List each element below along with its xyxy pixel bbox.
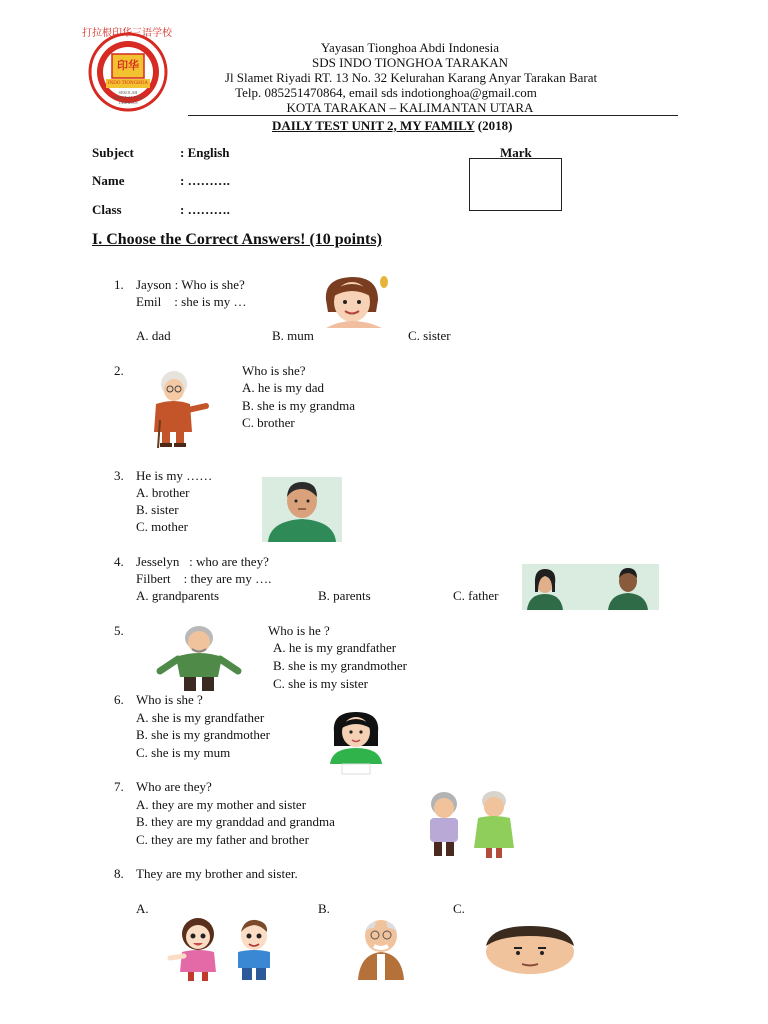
- question-line: Jayson : Who is she?: [136, 277, 245, 292]
- logo-ring-text: 打拉根印华三语学校: [82, 28, 172, 39]
- option-c[interactable]: C. she is my mum: [136, 745, 231, 760]
- question-number: 8.: [114, 866, 124, 881]
- grandpa-illustration: [152, 625, 246, 693]
- option-b[interactable]: B.: [318, 901, 330, 916]
- question-line: Jesselyn : who are they?: [136, 554, 269, 569]
- question-prompt: Who is she ?: [136, 692, 203, 707]
- option-b[interactable]: B. they are my granddad and grandma: [136, 814, 335, 829]
- question-prompt: Who are they?: [136, 779, 212, 794]
- question-number: 1.: [114, 277, 124, 292]
- logo-banner-text: INDO TIONGHOA: [107, 81, 149, 86]
- question-number: 2.: [114, 363, 124, 378]
- option-b[interactable]: B. parents: [318, 588, 371, 603]
- name-field[interactable]: : ……….: [180, 173, 230, 188]
- option-c[interactable]: C. she is my sister: [273, 676, 368, 691]
- kids-illustration[interactable]: [164, 916, 288, 982]
- option-a[interactable]: A. she is my grandfather: [136, 710, 265, 725]
- subject-label: Subject: [92, 145, 134, 160]
- option-b[interactable]: B. sister: [136, 502, 179, 517]
- question-number: 4.: [114, 554, 124, 569]
- girl-illustration: [318, 274, 390, 328]
- option-b[interactable]: B. she is my grandmother: [273, 658, 407, 673]
- logo-bottom-text: SEKOLAH NASIONAL PLUS TARAKAN: [112, 90, 144, 105]
- test-title-text: DAILY TEST UNIT 2, MY FAMILY: [272, 118, 475, 133]
- section-heading: I. Choose the Correct Answers! (10 points): [92, 231, 382, 248]
- option-a[interactable]: A. grandparents: [136, 588, 220, 603]
- header-divider: [188, 115, 678, 116]
- test-title: [272, 118, 512, 134]
- option-b[interactable]: B. mum: [272, 328, 314, 343]
- option-c[interactable]: C. brother: [242, 415, 295, 430]
- option-c[interactable]: C. sister: [408, 328, 451, 343]
- header-school-name: SDS INDO TIONGHOA TARAKAN: [311, 55, 508, 70]
- option-a[interactable]: A.: [136, 901, 149, 916]
- question-prompt: Who is she?: [242, 363, 306, 378]
- school-logo: [72, 24, 182, 112]
- header-city: KOTA TARAKAN – KALIMANTAN UTARA: [286, 100, 534, 115]
- boy-face-illustration[interactable]: [480, 922, 580, 974]
- name-label: Name: [92, 173, 125, 188]
- option-a[interactable]: A. brother: [136, 485, 190, 500]
- option-c[interactable]: C. they are my father and brother: [136, 832, 309, 847]
- question-number: 6.: [114, 692, 124, 707]
- class-field[interactable]: : ……….: [180, 202, 230, 217]
- header-contact: Telp. 085251470864, email sds indotionghoa@gmail.com: [235, 85, 537, 100]
- old-man-illustration[interactable]: [346, 918, 416, 980]
- question-number: 5.: [114, 623, 124, 638]
- header-foundation: Yayasan Tionghoa Abdi Indonesia: [320, 40, 500, 55]
- option-b[interactable]: B. she is my grandma: [242, 398, 356, 413]
- parents-illustration: [522, 564, 659, 610]
- option-c[interactable]: C.: [453, 901, 465, 916]
- option-a[interactable]: A. he is my grandfather: [273, 640, 397, 655]
- option-c[interactable]: C. mother: [136, 519, 188, 534]
- question-line: Filbert : they are my ….: [136, 571, 272, 586]
- class-label: Class: [92, 202, 122, 217]
- logo-center-text: 印华: [117, 60, 139, 72]
- question-number: 7.: [114, 779, 124, 794]
- option-b[interactable]: B. she is my grandmother: [136, 727, 270, 742]
- question-number: 3.: [114, 468, 124, 483]
- grandma-illustration: [136, 370, 212, 448]
- option-a[interactable]: A. he is my dad: [242, 380, 324, 395]
- question-prompt: He is my ……: [136, 468, 213, 483]
- subject-value: : English: [180, 145, 230, 160]
- option-c[interactable]: C. father: [453, 588, 499, 603]
- question-line: Emil : she is my …: [136, 294, 247, 309]
- mum-illustration: [320, 710, 392, 774]
- mark-label: Mark: [500, 145, 532, 160]
- test-year: (2018): [477, 118, 513, 133]
- mark-box[interactable]: [469, 158, 562, 211]
- option-a[interactable]: A. they are my mother and sister: [136, 797, 307, 812]
- header-address: Jl Slamet Riyadi RT. 13 No. 32 Kelurahan Karang Anyar Tarakan Barat: [224, 70, 598, 85]
- question-prompt: Who is he ?: [268, 623, 330, 638]
- boy-illustration: [262, 477, 342, 542]
- grandparents-illustration: [416, 790, 522, 860]
- question-prompt: They are my brother and sister.: [136, 866, 298, 881]
- option-a[interactable]: A. dad: [136, 328, 171, 343]
